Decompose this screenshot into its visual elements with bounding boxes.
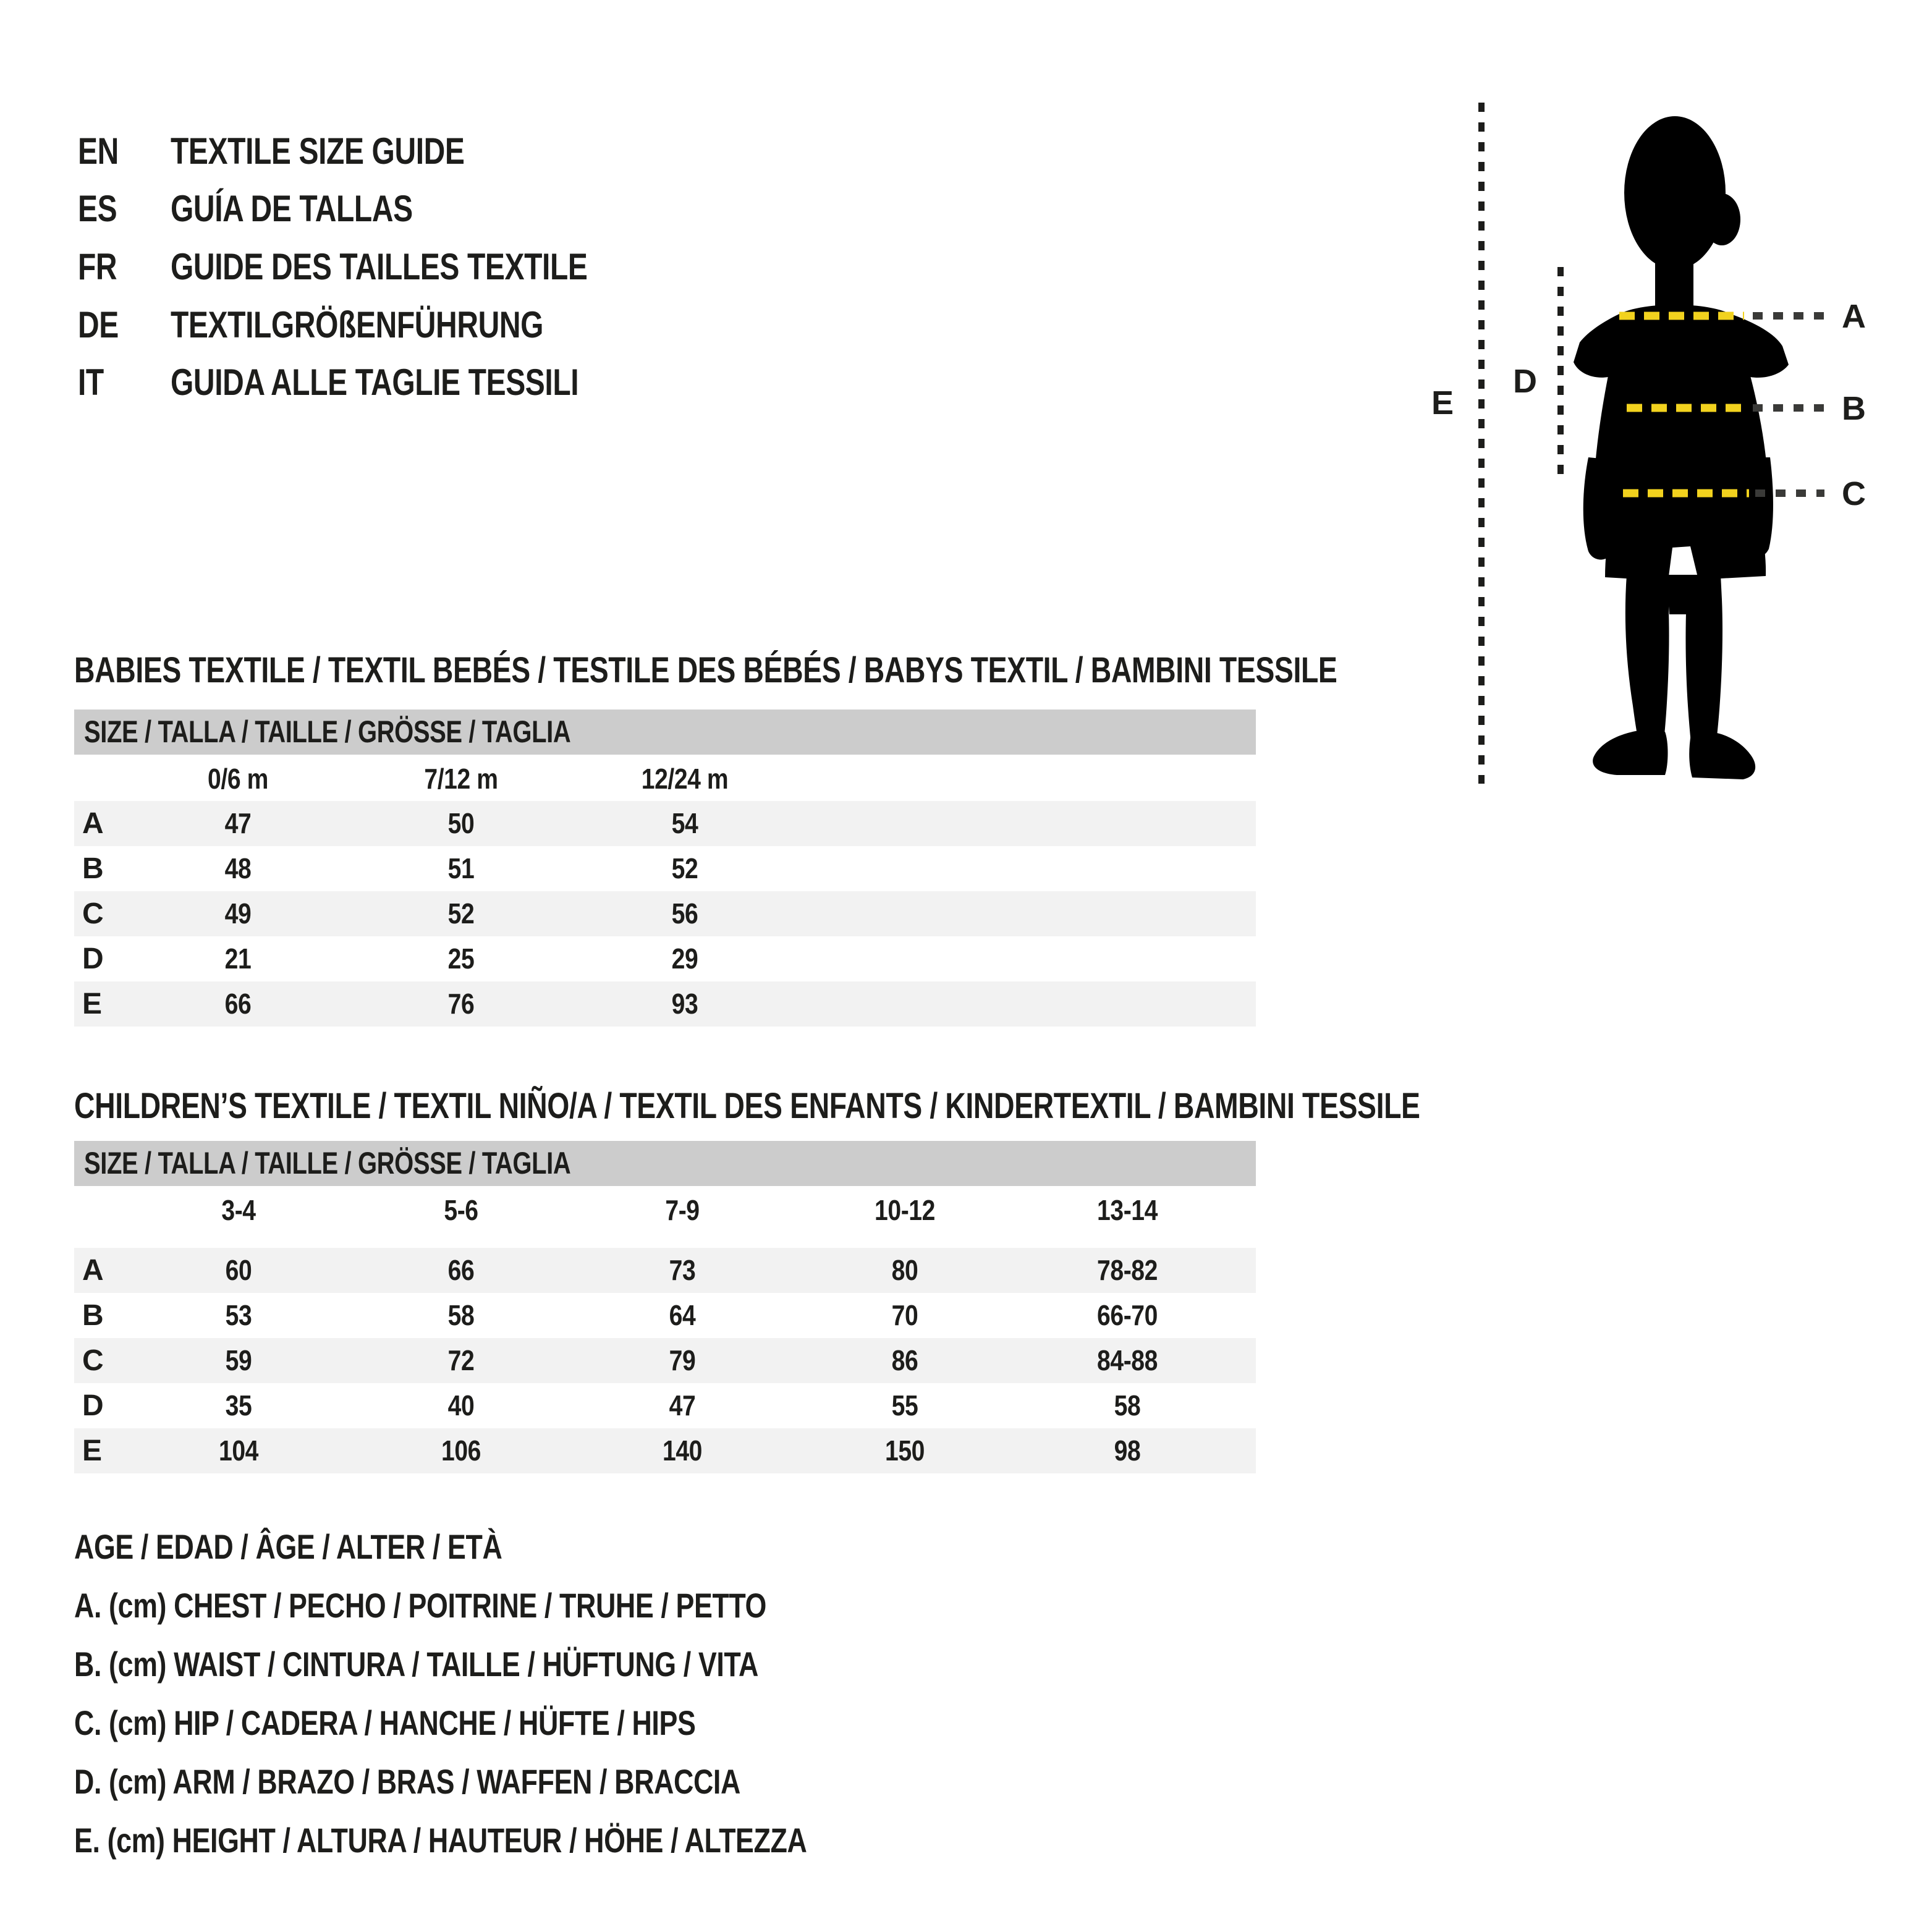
babies-heading: BABIES TEXTILE / TEXTIL BEBÉS / TESTILE DES BÉBÉS / BABYS TEXTIL / BAMBINI TESSILE (74, 650, 1337, 690)
children-cell: 59 (225, 1344, 252, 1376)
children-cell: 35 (225, 1389, 252, 1421)
legend-hip: C. (cm) HIP / CADERA / HANCHE / HÜFTE / HIPS (74, 1703, 696, 1742)
babies-col-header: 0/6 m (208, 763, 268, 795)
children-cell: 150 (885, 1434, 925, 1467)
children-heading: CHILDREN’S TEXTILE / TEXTIL NIÑO/A / TEXTIL DES ENFANTS / KINDERTEXTIL / BAMBINI TESSILE (74, 1086, 1420, 1126)
babies-row-label: C (82, 897, 104, 930)
legend-arm: D. (cm) ARM / BRAZO / BRAS / WAFFEN / BRACCIA (74, 1762, 740, 1801)
babies-cell: 54 (671, 807, 698, 839)
legend-height: E. (cm) HEIGHT / ALTURA / HAUTEUR / HÖHE / ALTEZZA (74, 1821, 807, 1860)
lang-code-es: ES (78, 188, 117, 229)
babies-cell: 50 (447, 807, 475, 839)
children-row-label: C (82, 1344, 104, 1377)
babies-cell: 47 (224, 807, 252, 839)
children-cell: 104 (219, 1434, 258, 1467)
children-cell: 78-82 (1097, 1254, 1158, 1286)
children-col-header: 5-6 (444, 1194, 478, 1226)
figure-label-hip: C (1842, 475, 1866, 512)
babies-row-label: A (82, 807, 104, 840)
babies-cell: 66 (224, 988, 252, 1020)
children-col-header: 7-9 (665, 1194, 700, 1226)
children-cell: 86 (891, 1344, 918, 1376)
figure-label-arm: D (1513, 363, 1537, 400)
children-cell: 98 (1114, 1434, 1141, 1467)
babies-size-header: SIZE / TALLA / TAILLE / GRÖSSE / TAGLIA (84, 714, 571, 749)
babies-cell: 49 (224, 897, 252, 930)
babies-row-label: B (82, 852, 104, 885)
babies-cell: 25 (447, 943, 475, 975)
children-cell: 58 (447, 1299, 475, 1331)
children-size-header: SIZE / TALLA / TAILLE / GRÖSSE / TAGLIA (84, 1146, 571, 1180)
lang-code-en: EN (78, 130, 119, 172)
babies-cell: 56 (671, 897, 698, 930)
children-cell: 47 (669, 1389, 696, 1421)
children-col-header: 13-14 (1097, 1194, 1158, 1226)
lang-title-de: TEXTILGRÖßENFÜHRUNG (171, 304, 544, 345)
children-cell: 72 (447, 1344, 475, 1376)
babies-cell: 52 (447, 897, 475, 930)
children-cell: 64 (669, 1299, 696, 1331)
children-row-label: E (82, 1434, 103, 1467)
legend-waist: B. (cm) WAIST / CINTURA / TAILLE / HÜFTUNG / VITA (74, 1645, 758, 1684)
babies-row-label: D (82, 943, 104, 975)
children-cell: 140 (663, 1434, 702, 1467)
lang-code-fr: FR (78, 246, 117, 287)
children-cell: 73 (669, 1254, 696, 1286)
children-row-label: B (82, 1299, 104, 1332)
lang-code-de: DE (78, 304, 119, 345)
children-cell: 55 (891, 1389, 918, 1421)
children-cell: 80 (891, 1254, 918, 1286)
children-cell: 60 (225, 1254, 252, 1286)
children-cell: 53 (225, 1299, 252, 1331)
children-row-label: A (82, 1254, 104, 1287)
lang-title-es: GUÍA DE TALLAS (171, 188, 413, 229)
lang-title-fr: GUIDE DES TAILLES TEXTILE (171, 246, 588, 287)
babies-cell: 52 (671, 852, 698, 884)
babies-col-header: 12/24 m (641, 763, 729, 795)
babies-cell: 51 (447, 852, 475, 884)
babies-cell: 48 (224, 852, 252, 884)
babies-col-header: 7/12 m (424, 763, 498, 795)
children-cell: 58 (1114, 1389, 1141, 1421)
children-cell: 66 (447, 1254, 475, 1286)
figure-label-waist: B (1842, 390, 1866, 427)
children-cell: 84-88 (1097, 1344, 1158, 1376)
children-cell: 66-70 (1097, 1299, 1158, 1331)
babies-cell: 21 (224, 943, 252, 975)
children-cell: 40 (447, 1389, 475, 1421)
lang-title-it: GUIDA ALLE TAGLIE TESSILI (171, 362, 579, 403)
lang-title-en: TEXTILE SIZE GUIDE (171, 130, 465, 172)
figure-label-height: E (1431, 384, 1454, 422)
children-cell: 79 (669, 1344, 696, 1376)
legend-chest: A. (cm) CHEST / PECHO / POITRINE / TRUHE / PETTO (74, 1586, 767, 1625)
children-cell: 106 (441, 1434, 481, 1467)
children-row-label: D (82, 1389, 104, 1422)
children-col-header: 3-4 (221, 1194, 256, 1226)
children-cell: 70 (891, 1299, 918, 1331)
babies-row-label: E (82, 988, 103, 1020)
lang-code-it: IT (78, 362, 104, 403)
figure-label-chest: A (1842, 298, 1866, 335)
legend-age: AGE / EDAD / ÂGE / ALTER / ETÀ (74, 1527, 502, 1566)
babies-cell: 76 (447, 988, 475, 1020)
babies-cell: 93 (671, 988, 698, 1020)
babies-cell: 29 (671, 943, 698, 975)
children-col-header: 10-12 (875, 1194, 935, 1226)
